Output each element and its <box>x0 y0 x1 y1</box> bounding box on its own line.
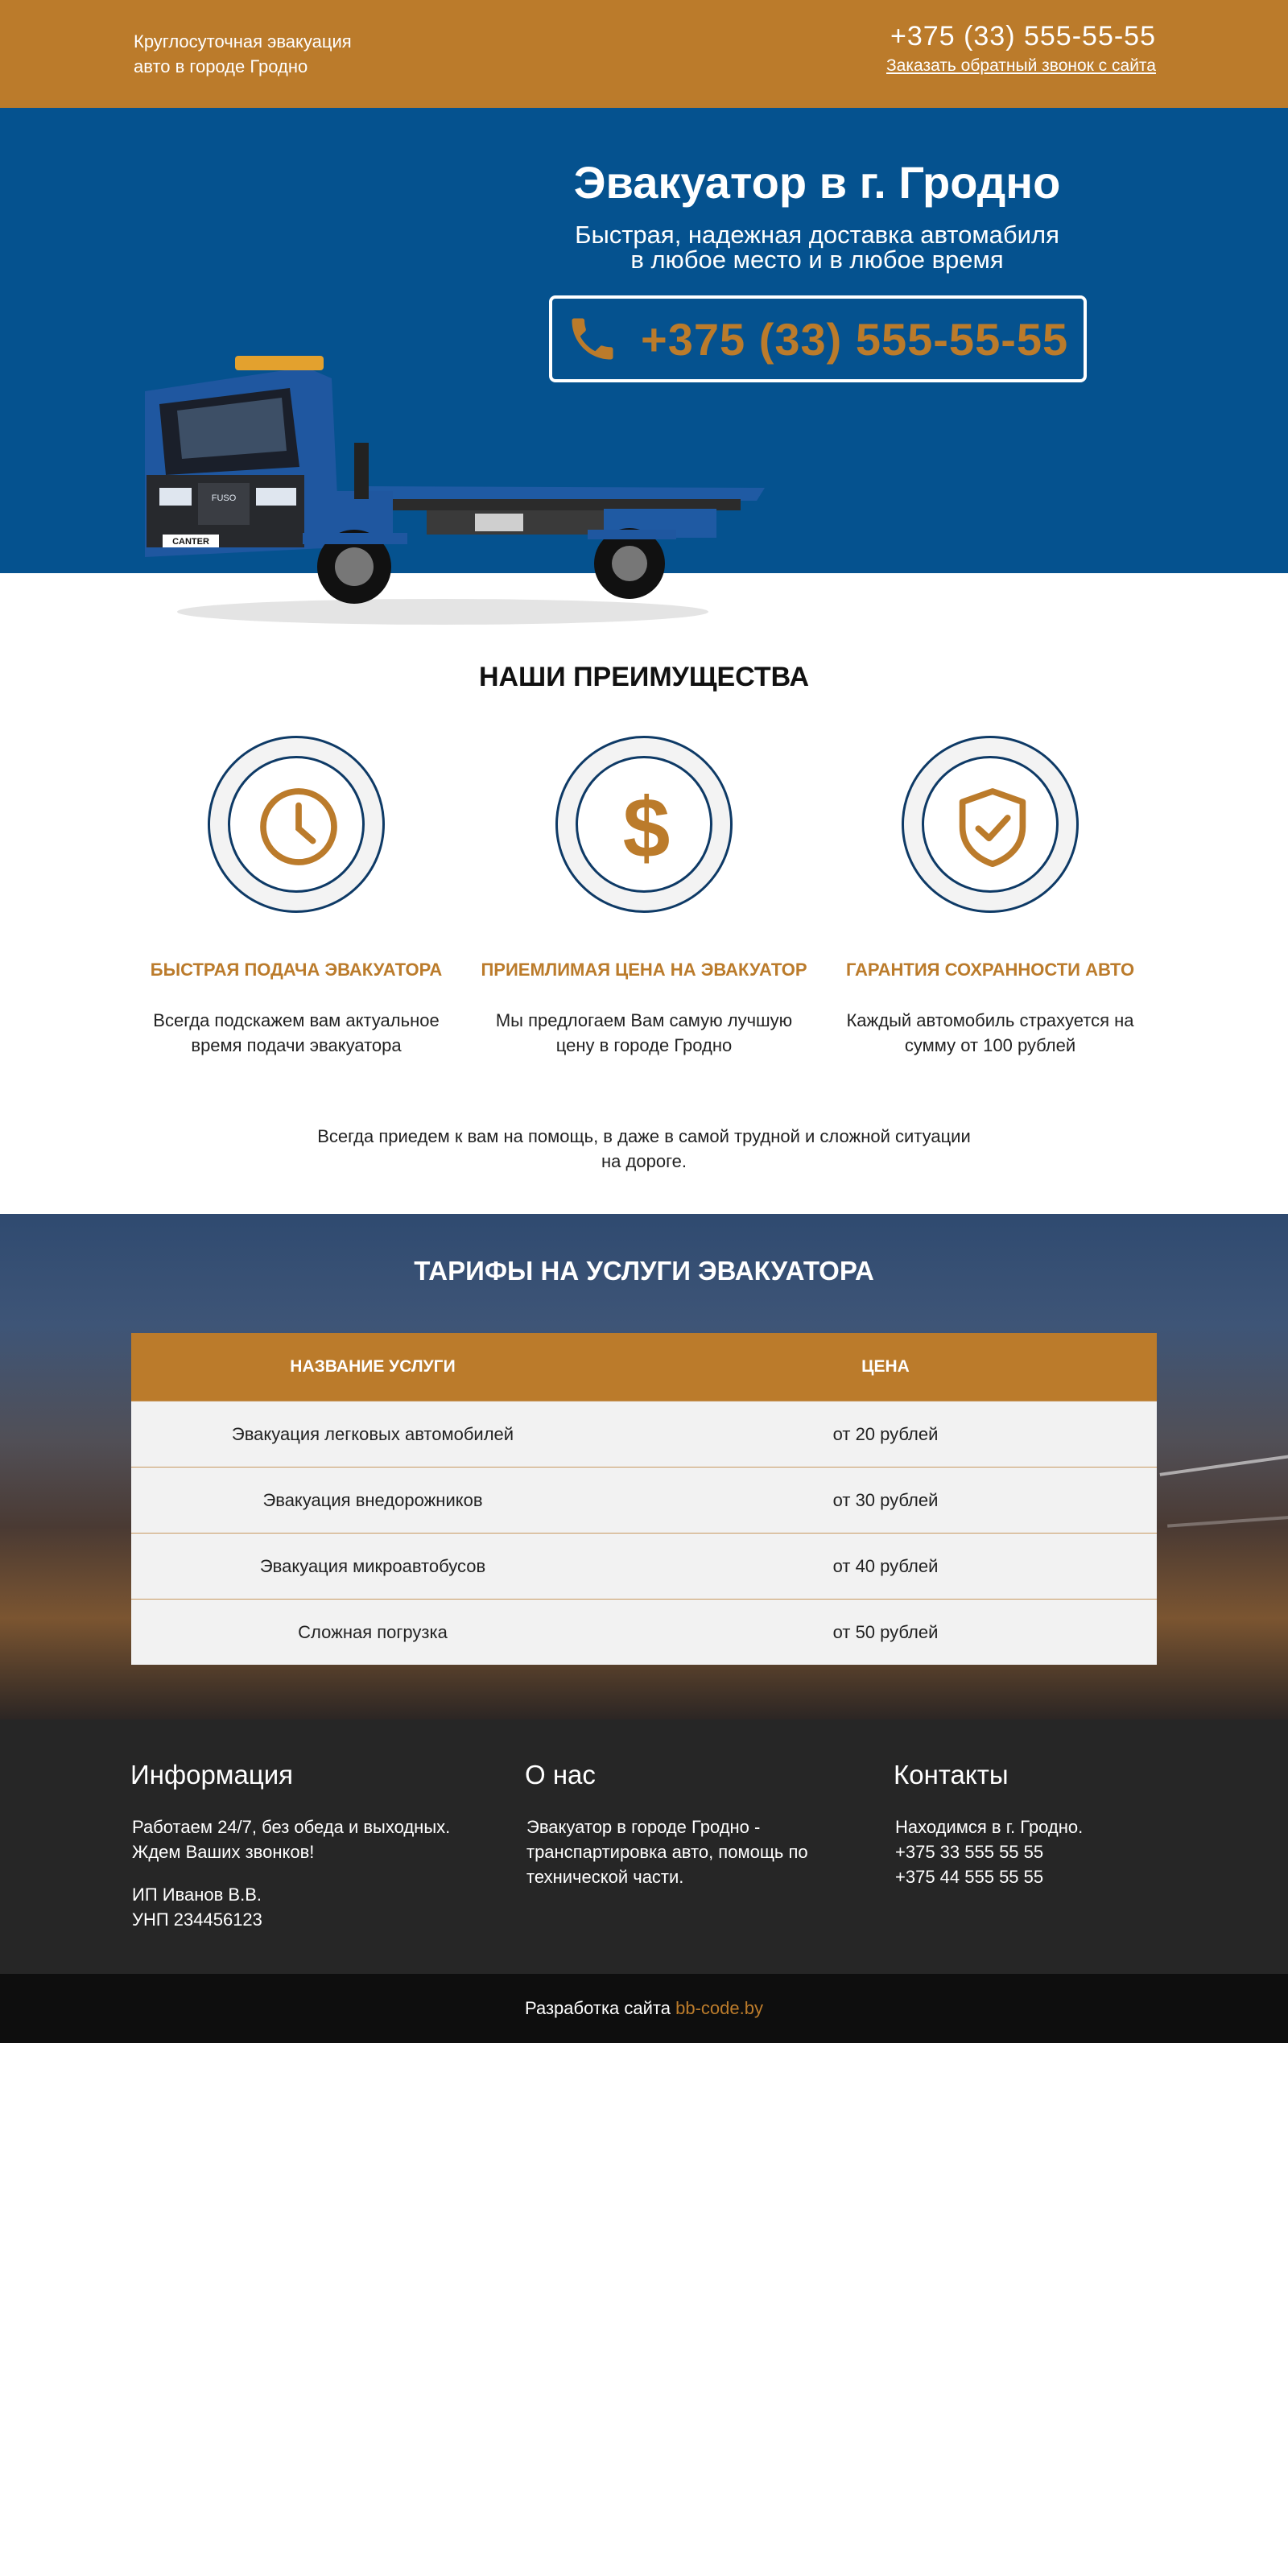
advantage-item-price <box>467 736 821 1058</box>
background-light-streak <box>1167 1515 1288 1527</box>
service-price-cell: от 30 рублей <box>832 1489 939 1510</box>
background-light-streak <box>1160 1454 1288 1476</box>
service-name-cell: Сложная погрузка <box>298 1621 448 1642</box>
advantage-description <box>467 1008 821 1058</box>
footer-company-name: ИП Иванов В.В. <box>132 1885 262 1905</box>
hero-subtitle-line-2: в любое место и в любое время <box>630 246 1004 274</box>
tariffs-section <box>0 1214 1288 1719</box>
advantage-icon-circle <box>902 736 1079 913</box>
bottom-bar <box>0 1974 1288 2043</box>
footer-about-column <box>525 1760 808 1889</box>
service-name-cell: Эвакуация внедорожников <box>262 1489 483 1510</box>
tariffs-title: ТАРИФЫ НА УСЛУГИ ЭВАКУАТОРА <box>414 1256 874 1286</box>
footer-contacts-text <box>895 1814 1083 1889</box>
footer-about-line-1: Эвакуатор в городе Гродно - <box>526 1817 761 1837</box>
advantage-description <box>119 1008 473 1058</box>
advantage-desc-line-2: время подачи эвакуатора <box>191 1035 402 1055</box>
advantages-title: НАШИ ПРЕИМУЩЕСТВА <box>478 662 810 692</box>
hero-subtitle <box>531 222 1103 272</box>
header-tagline <box>134 29 391 79</box>
service-name-cell: Эвакуация микроавтобусов <box>259 1555 486 1576</box>
advantage-icon-circle <box>208 736 385 913</box>
advantages-note-line-1: Всегда приедем к вам на помощь, в даже в самой трудной и сложной ситуации <box>317 1126 971 1146</box>
tagline-line-1: Круглосуточная эвакуация <box>134 31 352 52</box>
advantage-description <box>813 1008 1167 1058</box>
advantage-desc-line-2: сумму от 100 рублей <box>904 1035 1076 1055</box>
hero-phone-number: +375 (33) 555-55-55 <box>641 314 1069 365</box>
footer-company-text <box>132 1882 450 1932</box>
tariffs-table <box>131 1333 1157 1665</box>
footer-info-line-1: Работаем 24/7, без обеда и выходных. <box>132 1817 451 1837</box>
advantage-item-guarantee <box>813 736 1167 1058</box>
advantage-desc-line-1: Всегда подскажем вам актуальное <box>153 1010 440 1030</box>
callback-request-link[interactable]: Заказать обратный звонок с сайта <box>886 56 1156 75</box>
advantages-note <box>306 1124 982 1174</box>
truck-brand-text: FUSO <box>211 493 237 503</box>
service-price-cell: от 50 рублей <box>832 1621 939 1642</box>
footer-about-title: О нас <box>525 1760 596 1790</box>
footer-info-column <box>130 1760 450 1932</box>
footer <box>0 1719 1288 1974</box>
advantages-note-line-2: на дороге. <box>601 1151 687 1171</box>
column-header-price: ЦЕНА <box>861 1357 910 1376</box>
service-price-cell: от 40 рублей <box>832 1555 939 1576</box>
service-price-cell: от 20 рублей <box>832 1423 939 1444</box>
advantage-item-speed <box>119 736 473 1058</box>
footer-address: Находимся в г. Гродно. <box>895 1817 1084 1837</box>
footer-about-text <box>526 1814 808 1889</box>
advantage-icon-circle <box>555 736 733 913</box>
footer-contacts-column <box>894 1760 1083 1889</box>
developer-credit-text: Разработка сайта <box>525 1998 676 2018</box>
truck-plate-text: CANTER <box>172 537 209 547</box>
top-bar <box>0 0 1288 108</box>
footer-info-line-2: Ждем Ваших звонков! <box>132 1842 315 1862</box>
footer-phone-1[interactable]: +375 33 555 55 55 <box>895 1842 1044 1862</box>
shield-check-icon <box>948 782 1037 871</box>
table-row <box>131 1533 1157 1599</box>
advantage-title: ГАРАНТИЯ СОХРАННОСТИ АВТО <box>845 960 1135 980</box>
footer-about-line-2: транспартировка авто, помощь по <box>526 1842 808 1862</box>
hero-subtitle-line-1: Быстрая, надежная доставка автомабиля <box>575 221 1059 249</box>
footer-contacts-title: Контакты <box>894 1760 1009 1790</box>
tariffs-table-header <box>131 1333 1157 1401</box>
footer-about-line-3: технической части. <box>526 1867 684 1887</box>
advantage-title: ПРИЕМЛИМАЯ ЦЕНА НА ЭВАКУАТОР <box>481 960 807 980</box>
dollar-icon <box>602 782 691 871</box>
advantage-desc-line-2: цену в городе Гродно <box>555 1035 733 1055</box>
table-row <box>131 1599 1157 1665</box>
column-header-service: НАЗВАНИЕ УСЛУГИ <box>290 1357 456 1376</box>
advantage-title: БЫСТРАЯ ПОДАЧА ЭВАКУАТОРА <box>150 960 443 980</box>
footer-phone-2[interactable]: +375 44 555 55 55 <box>895 1867 1044 1887</box>
table-row <box>131 1401 1157 1467</box>
tow-truck-image <box>121 330 781 636</box>
tagline-line-2: авто в городе Гродно <box>134 56 308 76</box>
advantage-desc-line-1: Каждый автомобиль страхуется на <box>846 1010 1134 1030</box>
footer-info-title: Информация <box>130 1760 294 1790</box>
svg-text:$: $ <box>622 782 671 871</box>
footer-info-text <box>132 1814 450 1864</box>
footer-company-unp: УНП 234456123 <box>132 1909 262 1930</box>
table-row <box>131 1467 1157 1533</box>
advantage-desc-line-1: Мы предлогаем Вам самую лучшую <box>495 1010 793 1030</box>
clock-icon <box>254 782 343 871</box>
header-phone-link[interactable]: +375 (33) 555-55-55 <box>890 21 1156 52</box>
developer-link[interactable]: bb-code.by <box>675 1998 763 2018</box>
service-name-cell: Эвакуация легковых автомобилей <box>231 1423 514 1444</box>
hero-title: Эвакуатор в г. Гродно <box>573 157 1061 208</box>
